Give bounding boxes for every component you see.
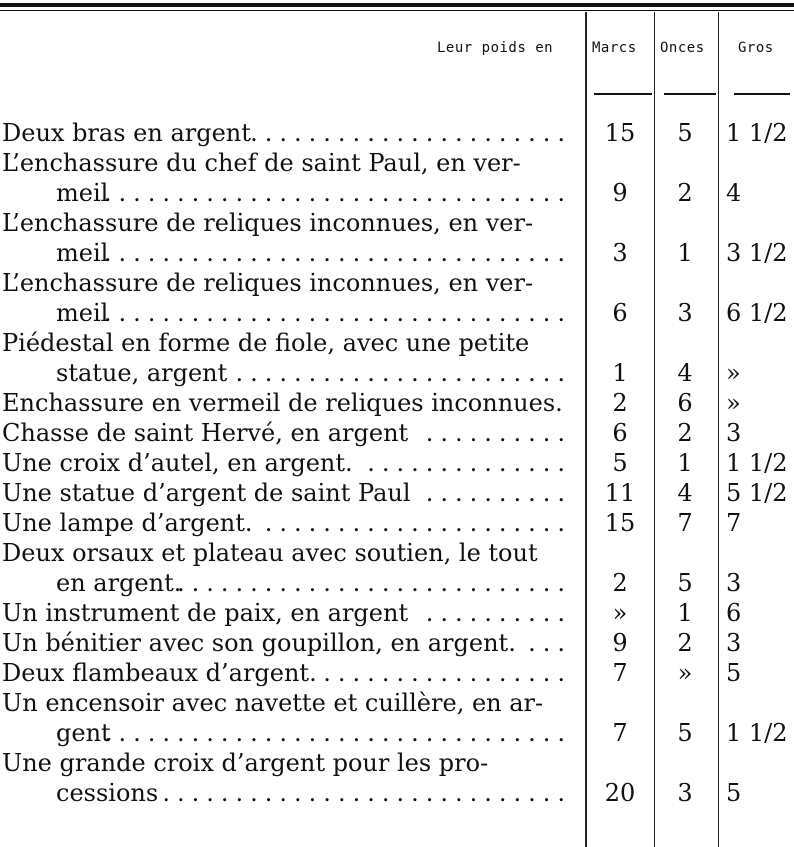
item-description: Une grande croix d’argent pour les pro- bbox=[2, 749, 489, 777]
cell-gros: 3 1/2 bbox=[726, 239, 788, 267]
item-description: Chasse de saint Hervé, en argent bbox=[2, 419, 409, 447]
item-description: Deux bras en argent bbox=[2, 119, 251, 147]
cell-onces: 3 bbox=[677, 779, 693, 807]
row-line bbox=[0, 328, 794, 358]
cell-marcs: 3 bbox=[612, 239, 628, 267]
cell-marcs: 1 bbox=[612, 359, 628, 387]
row-line bbox=[0, 268, 794, 298]
item-description: meil bbox=[56, 179, 109, 207]
leader-dots: .......... bbox=[425, 479, 572, 507]
item-description: Deux orsaux et plateau avec soutien, le tout bbox=[2, 539, 538, 567]
cell-onces: 7 bbox=[677, 509, 693, 537]
table-row bbox=[0, 688, 794, 748]
table-row bbox=[0, 748, 794, 808]
cell-onces: 4 bbox=[677, 359, 693, 387]
item-description: Enchassure en vermeil de reliques inconnues. bbox=[2, 389, 563, 417]
leader-dots: ....................... bbox=[235, 359, 572, 387]
cell-gros: 4 bbox=[726, 179, 742, 207]
top-double-rule bbox=[0, 3, 794, 7]
cell-marcs: 7 bbox=[612, 659, 628, 687]
cell-gros: 5 bbox=[726, 659, 742, 687]
cell-gros: 6 1/2 bbox=[726, 299, 788, 327]
cell-marcs: 6 bbox=[612, 299, 628, 327]
leader-dots: .............. bbox=[367, 449, 572, 477]
item-description: cessions bbox=[56, 779, 159, 807]
cell-onces: 6 bbox=[677, 389, 693, 417]
cell-marcs: » bbox=[612, 599, 628, 627]
cell-onces: 1 bbox=[677, 599, 693, 627]
header-rule-gros bbox=[734, 93, 790, 95]
cell-marcs: 11 bbox=[604, 479, 636, 507]
cell-gros: » bbox=[726, 359, 741, 387]
item-description: Une lampe d’argent. bbox=[2, 509, 253, 537]
leader-dots: ................................ bbox=[103, 299, 572, 327]
cell-gros: 5 bbox=[726, 779, 742, 807]
leader-dots: ................. bbox=[323, 659, 572, 687]
item-description: meil bbox=[56, 239, 109, 267]
cell-onces: 2 bbox=[677, 629, 693, 657]
table-row bbox=[0, 538, 794, 598]
cell-onces: 2 bbox=[677, 179, 693, 207]
cell-gros: 6 bbox=[726, 599, 742, 627]
cell-gros: 3 bbox=[726, 419, 742, 447]
header-gros: Gros bbox=[738, 40, 774, 56]
cell-marcs: 9 bbox=[612, 629, 628, 657]
header-marcs: Marcs bbox=[592, 40, 637, 56]
cell-onces: 3 bbox=[677, 299, 693, 327]
cell-marcs: 2 bbox=[612, 389, 628, 417]
item-description: Deux flambeaux d’argent. bbox=[2, 659, 317, 687]
cell-onces: » bbox=[677, 659, 693, 687]
item-description: Un encensoir avec navette et cuillère, en ar- bbox=[2, 689, 544, 717]
cell-gros: 5 1/2 bbox=[726, 479, 788, 507]
item-description: Un instrument de paix, en argent bbox=[2, 599, 409, 627]
table-row bbox=[0, 598, 794, 628]
table-row bbox=[0, 508, 794, 538]
table-row bbox=[0, 328, 794, 388]
table-row bbox=[0, 418, 794, 448]
item-description: meil bbox=[56, 299, 109, 327]
cell-marcs: 9 bbox=[612, 179, 628, 207]
cell-marcs: 2 bbox=[612, 569, 628, 597]
leader-dots: .......... bbox=[425, 419, 572, 447]
cell-onces: 1 bbox=[677, 239, 693, 267]
table-row bbox=[0, 658, 794, 688]
leader-dots: ..................... bbox=[264, 509, 572, 537]
cell-onces: 4 bbox=[677, 479, 693, 507]
cell-onces: 5 bbox=[677, 119, 693, 147]
cell-marcs: 20 bbox=[604, 779, 636, 807]
table-row bbox=[0, 208, 794, 268]
row-line bbox=[0, 208, 794, 238]
cell-marcs: 5 bbox=[612, 449, 628, 477]
cell-gros: 1 1/2 bbox=[726, 449, 788, 477]
table-row bbox=[0, 478, 794, 508]
item-description: L’enchassure de reliques inconnues, en ver- bbox=[2, 209, 534, 237]
leader-dots: .......... bbox=[425, 599, 572, 627]
cell-onces: 5 bbox=[677, 569, 693, 597]
cell-gros: » bbox=[726, 389, 741, 417]
table-row bbox=[0, 628, 794, 658]
cell-gros: 1 1/2 bbox=[726, 719, 788, 747]
table-row bbox=[0, 148, 794, 208]
leader-dots: ........................... bbox=[177, 569, 572, 597]
item-description: Un bénitier avec son goupillon, en argent. bbox=[2, 629, 516, 657]
inventory-table bbox=[0, 118, 794, 808]
header-caption: Leur poids en bbox=[437, 40, 554, 56]
leader-dots: ...................... bbox=[250, 119, 572, 147]
item-description: Une statue d’argent de saint Paul bbox=[2, 479, 411, 507]
cell-marcs: 7 bbox=[612, 719, 628, 747]
table-row bbox=[0, 448, 794, 478]
cell-onces: 5 bbox=[677, 719, 693, 747]
row-line bbox=[0, 688, 794, 718]
table-row bbox=[0, 118, 794, 148]
leader-dots: ............................ bbox=[162, 779, 572, 807]
item-description: en argent. bbox=[56, 569, 182, 597]
cell-onces: 2 bbox=[677, 419, 693, 447]
cell-marcs: 15 bbox=[604, 119, 636, 147]
leader-dots: ... bbox=[528, 629, 572, 657]
leader-dots: ................................ bbox=[103, 239, 572, 267]
table-row bbox=[0, 268, 794, 328]
row-line bbox=[0, 748, 794, 778]
header-onces: Onces bbox=[660, 40, 705, 56]
header-rule-onces bbox=[664, 93, 716, 95]
item-description: Une croix d’autel, en argent. bbox=[2, 449, 353, 477]
leader-dots: ................................ bbox=[103, 179, 572, 207]
item-description: L’enchassure du chef de saint Paul, en ver- bbox=[2, 149, 521, 177]
item-description: Piédestal en forme de fiole, avec une petite bbox=[2, 329, 530, 357]
cell-gros: 7 bbox=[726, 509, 742, 537]
item-description: gent bbox=[56, 719, 111, 747]
row-line bbox=[0, 538, 794, 568]
cell-gros: 3 bbox=[726, 569, 742, 597]
cell-marcs: 15 bbox=[604, 509, 636, 537]
item-description: statue, argent bbox=[56, 359, 228, 387]
cell-gros: 1 1/2 bbox=[726, 119, 788, 147]
table-row bbox=[0, 388, 794, 418]
cell-onces: 1 bbox=[677, 449, 693, 477]
row-line bbox=[0, 148, 794, 178]
cell-marcs: 6 bbox=[612, 419, 628, 447]
leader-dots: ................................ bbox=[103, 719, 572, 747]
cell-gros: 3 bbox=[726, 629, 742, 657]
top-rule-thin bbox=[0, 10, 794, 11]
header-rule-marcs bbox=[594, 93, 652, 95]
item-description: L’enchassure de reliques inconnues, en ver- bbox=[2, 269, 534, 297]
